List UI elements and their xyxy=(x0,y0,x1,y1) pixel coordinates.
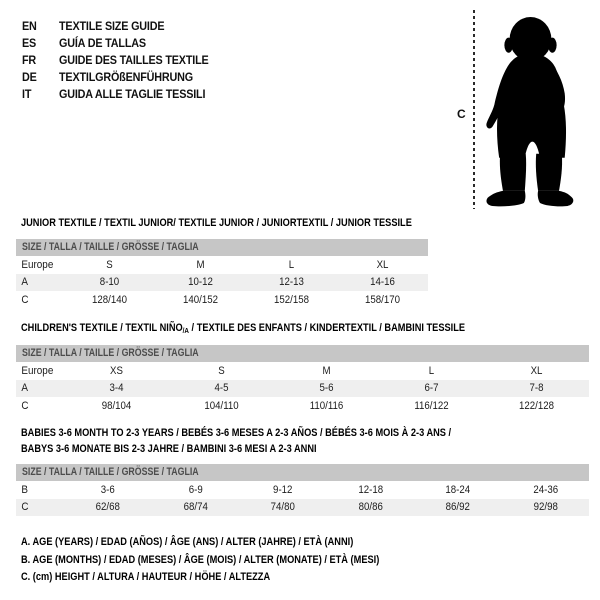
footnote-c: C. (cm) HEIGHT / ALTURA / HAUTEUR / HÖHE / ALTEZZA xyxy=(21,571,271,583)
table-cell: 18-24 xyxy=(445,483,471,496)
size-header-label: SIZE / TALLA / TAILLE / GRÖSSE / TAGLIA xyxy=(22,466,199,478)
language-code: ES xyxy=(22,35,37,50)
row-label: C xyxy=(21,293,29,306)
baby-silhouette-icon xyxy=(483,9,578,210)
table-cell: 80/86 xyxy=(358,501,383,514)
babies-title-line2: BABYS 3-6 MONATE BIS 2-3 JAHRE / BAMBINI 3-6 MESI A 2-3 ANNI xyxy=(21,443,317,455)
table-cell: 158/170 xyxy=(364,293,400,306)
table-cell: 5-6 xyxy=(319,382,334,395)
table-cell: 152/158 xyxy=(273,293,309,306)
row-label: Europe xyxy=(21,258,54,271)
table-cell: 7-8 xyxy=(529,382,544,395)
table-cell: 104/110 xyxy=(204,399,239,412)
children-row-a xyxy=(16,380,589,398)
table-cell: 12-13 xyxy=(279,276,304,289)
height-dashed-line xyxy=(473,10,475,209)
table-cell: 24-36 xyxy=(532,483,558,496)
column-header: XL xyxy=(376,258,389,271)
height-c-label: C xyxy=(457,107,466,121)
column-header: L xyxy=(288,258,295,271)
column-header: S xyxy=(218,364,225,377)
language-title: TEXTILGRÖßENFÜHRUNG xyxy=(59,69,193,84)
table-cell: 6-9 xyxy=(188,483,203,496)
language-code: EN xyxy=(22,18,37,33)
table-cell: 116/122 xyxy=(414,399,449,412)
table-cell: 8-10 xyxy=(99,276,120,289)
junior-size-table xyxy=(16,239,428,309)
row-label: C xyxy=(21,501,29,514)
table-cell: 68/74 xyxy=(183,501,208,514)
babies-section-title xyxy=(21,425,451,457)
column-header: M xyxy=(322,364,331,377)
children-size-table xyxy=(16,345,589,415)
size-header-label: SIZE / TALLA / TAILLE / GRÖSSE / TAGLIA xyxy=(22,347,199,359)
language-code: FR xyxy=(22,52,37,67)
junior-row-c xyxy=(16,291,428,309)
language-row-en xyxy=(22,17,225,34)
junior-header-row xyxy=(16,256,428,274)
language-row-fr xyxy=(22,51,225,68)
size-header-bar xyxy=(16,239,428,256)
column-header: XL xyxy=(530,364,543,377)
babies-row-b xyxy=(16,481,589,499)
junior-row-a xyxy=(16,274,428,292)
table-cell: 14-16 xyxy=(370,276,395,289)
column-header: L xyxy=(428,364,435,377)
size-header-bar xyxy=(16,464,589,481)
language-row-es xyxy=(22,34,225,51)
table-cell: 3-6 xyxy=(100,483,115,496)
footnote-b: B. AGE (MONTHS) / EDAD (MESES) / ÂGE (MOIS) / ALTER (MONATE) / ETÀ (MESI) xyxy=(21,553,380,566)
language-code: DE xyxy=(22,69,37,84)
language-row-it xyxy=(22,85,225,102)
children-section-title xyxy=(21,320,465,337)
size-header-label: SIZE / TALLA / TAILLE / GRÖSSE / TAGLIA xyxy=(22,241,199,253)
column-header: S xyxy=(106,258,113,271)
table-cell: 9-12 xyxy=(273,483,293,496)
row-label: Europe xyxy=(21,364,54,377)
language-title: TEXTILE SIZE GUIDE xyxy=(59,18,165,33)
table-cell: 4-5 xyxy=(214,382,229,395)
table-cell: 110/116 xyxy=(309,399,344,412)
table-cell: 62/68 xyxy=(95,501,120,514)
table-cell: 12-18 xyxy=(357,483,383,496)
column-header: XS xyxy=(110,364,123,377)
children-header-row xyxy=(16,362,589,380)
row-label: C xyxy=(21,399,29,412)
table-cell: 3-4 xyxy=(109,382,124,395)
children-title-text: / TEXTILE DES ENFANTS / KINDERTEXTIL / BAMBINI TESSILE xyxy=(188,322,466,334)
junior-section-title: JUNIOR TEXTILE / TEXTIL JUNIOR/ TEXTILE JUNIOR / JUNIORTEXTIL / JUNIOR TESSILE xyxy=(21,217,412,229)
table-cell: 6-7 xyxy=(424,382,439,395)
row-label: B xyxy=(21,483,29,496)
children-title-subscript: /A xyxy=(182,326,189,335)
language-title: GUIDA ALLE TAGLIE TESSILI xyxy=(59,86,206,101)
babies-row-c xyxy=(16,499,589,517)
row-label: A xyxy=(21,382,29,395)
table-cell: 98/104 xyxy=(101,399,132,412)
footnote-a: A. AGE (YEARS) / EDAD (AÑOS) / ÂGE (ANS) / ALTER (JAHRE) / ETÀ (ANNI) xyxy=(21,536,354,548)
children-title-text: CHILDREN'S TEXTILE / TEXTIL NIÑO xyxy=(21,322,183,334)
babies-title-line1: BABIES 3-6 MONTH TO 2-3 YEARS / BEBÉS 3-6 MESES A 2-3 AÑOS / BÉBÉS 3-6 MOIS À 2-3 ANS / xyxy=(21,427,452,439)
children-row-c xyxy=(16,397,589,415)
table-cell: 74/80 xyxy=(270,501,295,514)
row-label: A xyxy=(21,276,29,289)
language-row-de xyxy=(22,68,225,85)
table-cell: 10-12 xyxy=(188,276,213,289)
table-cell: 140/152 xyxy=(182,293,218,306)
height-figure xyxy=(455,8,600,213)
table-cell: 122/128 xyxy=(518,399,554,412)
babies-size-table xyxy=(16,464,589,516)
table-cell: 86/92 xyxy=(445,501,470,514)
table-cell: 92/98 xyxy=(533,501,558,514)
language-code: IT xyxy=(22,86,32,101)
footnotes xyxy=(21,534,448,587)
size-header-bar xyxy=(16,345,589,362)
column-header: M xyxy=(196,258,205,271)
language-title: GUÍA DE TALLAS xyxy=(59,35,146,50)
language-title: GUIDE DES TAILLES TEXTILE xyxy=(59,52,209,67)
language-list xyxy=(22,17,225,102)
table-cell: 128/140 xyxy=(91,293,127,306)
